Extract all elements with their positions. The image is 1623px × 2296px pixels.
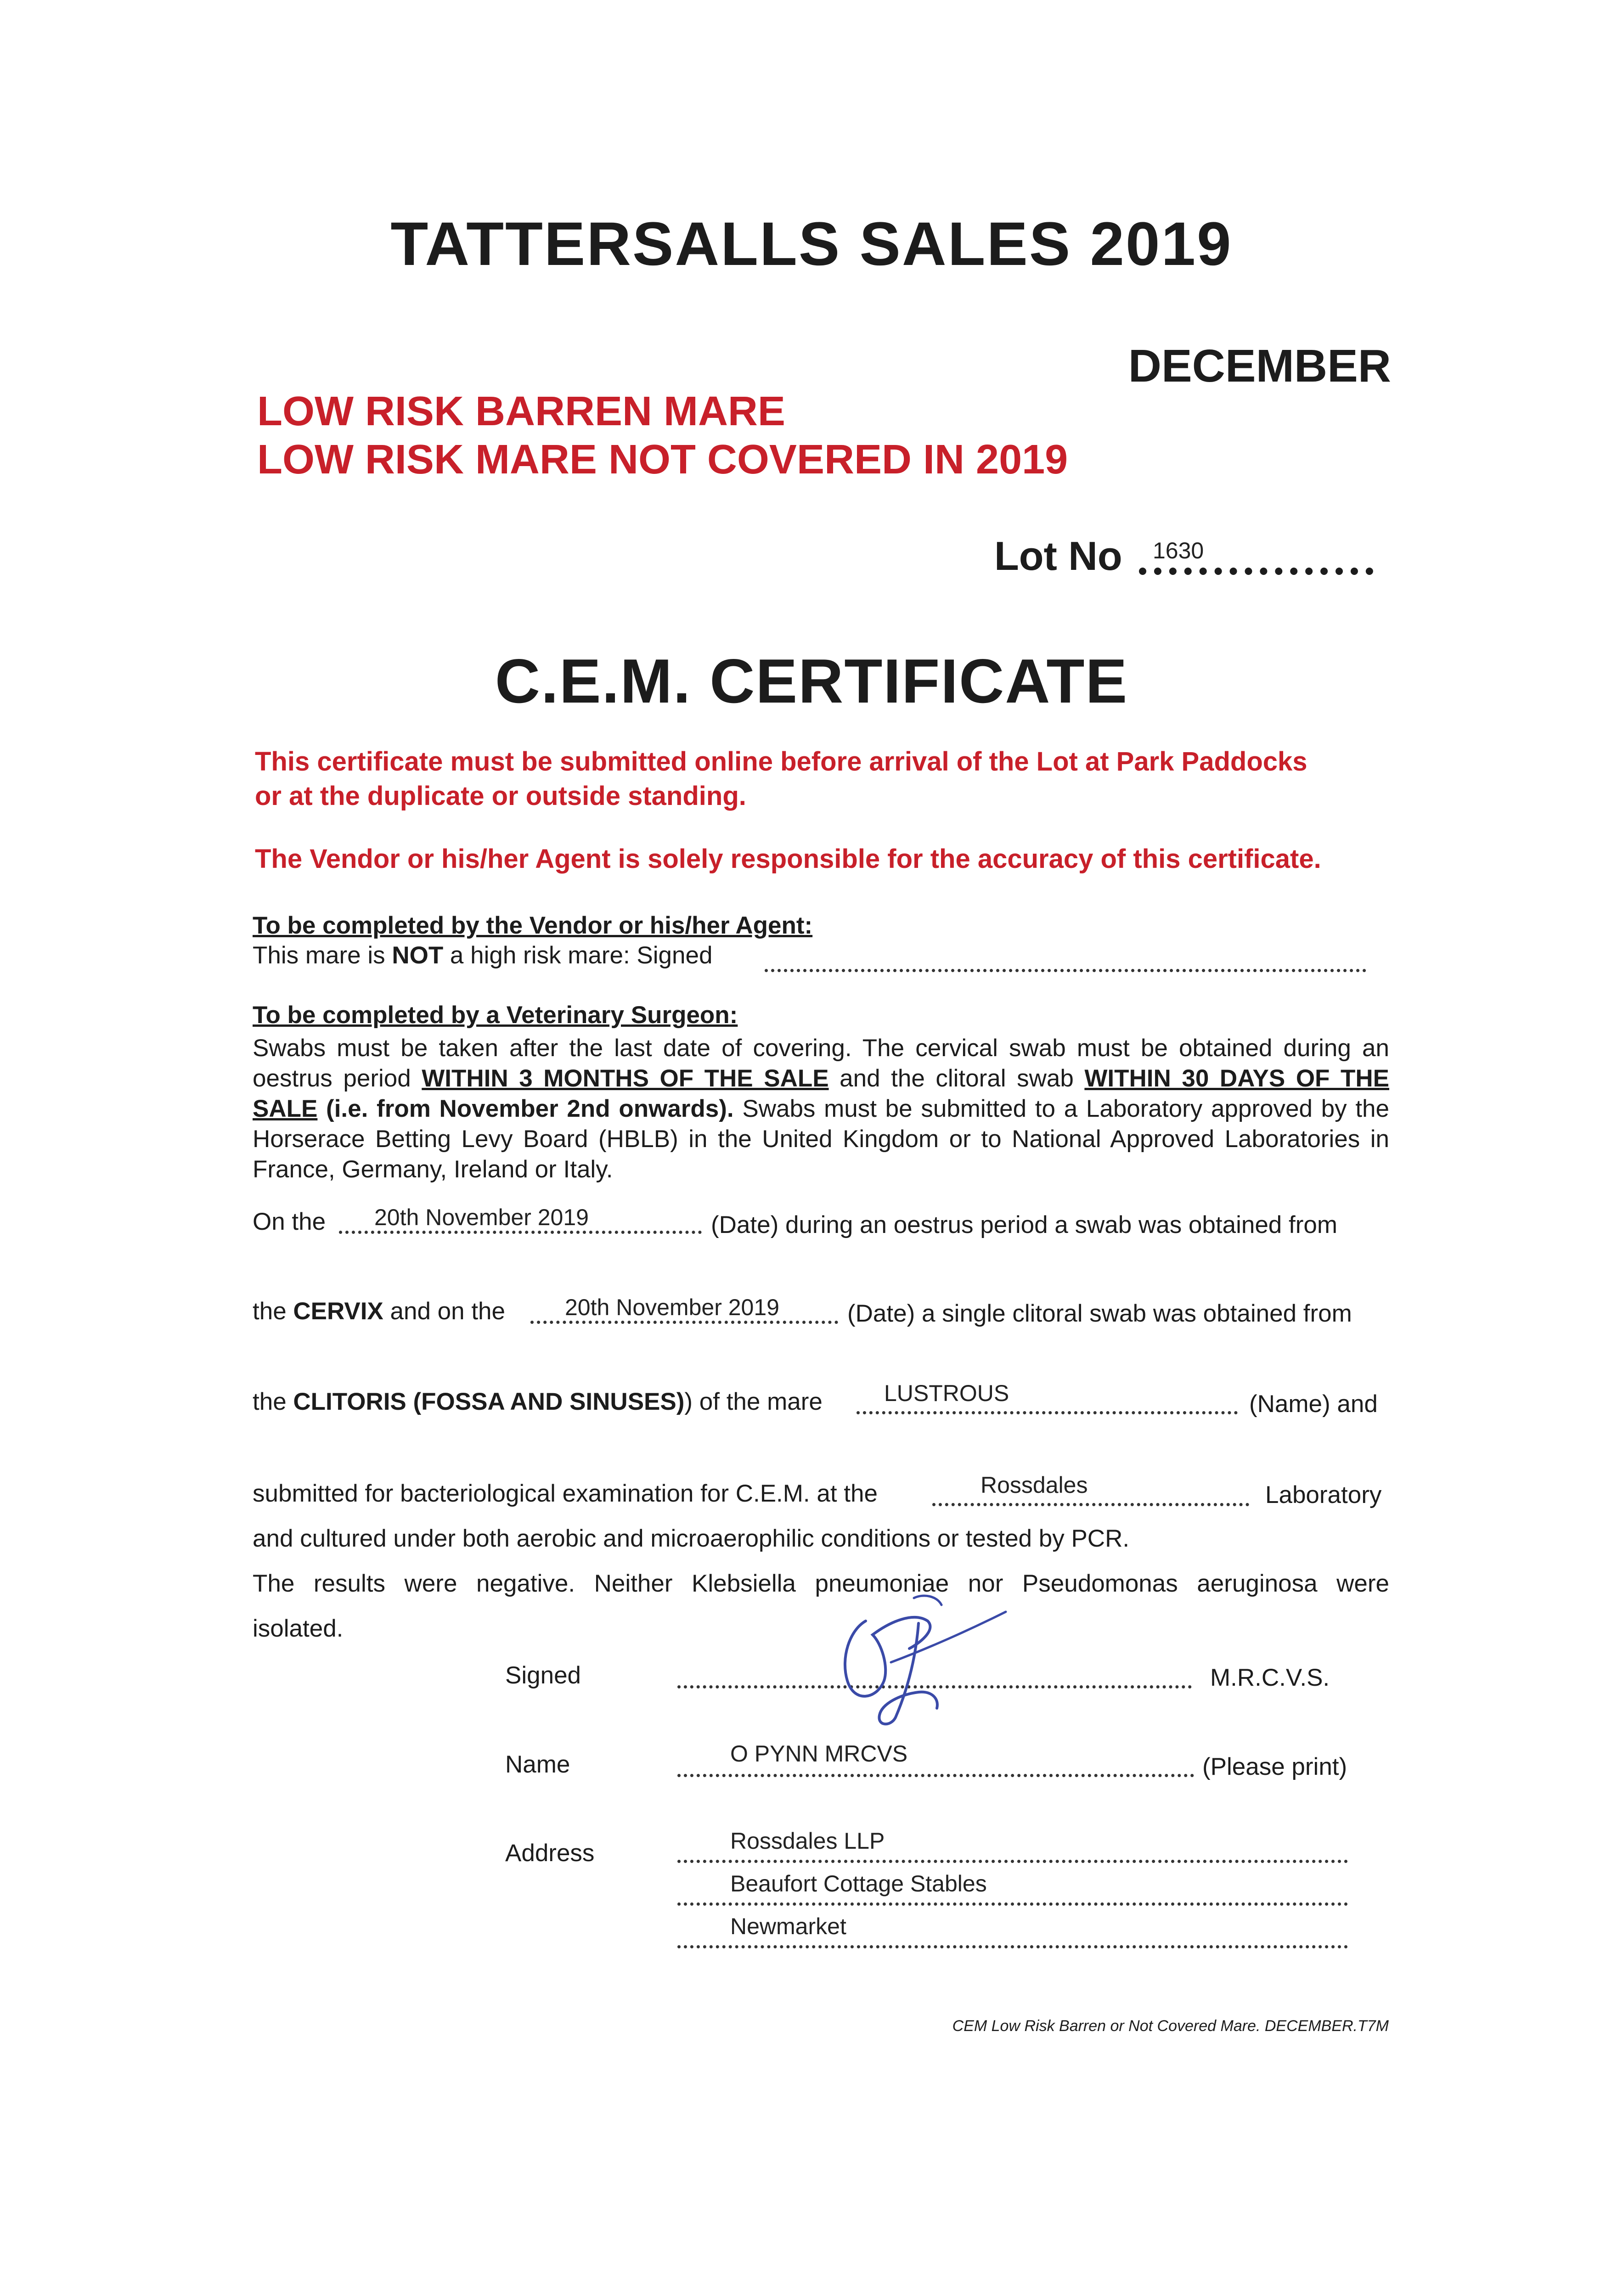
instructions-text-1: Swabs must be taken after the last date of covering. The cervical swab must be obtained during an oestrus period (253, 1035, 1389, 1092)
instructions-text-2: and the clitoral swab (828, 1065, 1085, 1092)
laboratory-field[interactable] (932, 1498, 1249, 1506)
clitoris-line (253, 1388, 823, 1416)
lot-number-value: 1630 (1153, 538, 1204, 563)
address-label: Address (505, 1840, 595, 1867)
swab-instructions (253, 1033, 1389, 1185)
vendor-declaration-start: This mare is (253, 942, 392, 969)
instructions-text-3: Swabs must be submitted to a Laboratory approved by the Horserace Betting Levy Board (HBLB) in the United Kingdom or to National Approved Laboratories in France, Germany, Ireland or Italy. (253, 1095, 1389, 1183)
address-line-2-value: Beaufort Cottage Stables (730, 1871, 987, 1896)
name-note: (Name) and (1249, 1390, 1378, 1418)
responsibility-warning: The Vendor or his/her Agent is solely responsible for the accuracy of this certificate. (255, 844, 1321, 874)
address-line-3-field[interactable] (677, 1941, 1348, 1948)
form-reference-footer: CEM Low Risk Barren or Not Covered Mare. DECEMBER.T7M (952, 2017, 1389, 2035)
date-note-1: (Date) during an oestrus period a swab was obtained from (711, 1211, 1337, 1238)
category-line-2: LOW RISK MARE NOT COVERED IN 2019 (257, 437, 1068, 483)
clitoris-term: CLITORIS (FOSSA AND SINUSES) (293, 1388, 685, 1415)
signed-label: Signed (505, 1662, 581, 1689)
results-statement: The results were negative. Neither Klebsiella pneumoniae nor Pseudomonas aeruginosa were (253, 1570, 1389, 1597)
submission-warning-line-2: or at the duplicate or outside standing. (255, 781, 746, 811)
instructions-date-range: (i.e. from November 2nd onwards). (317, 1095, 734, 1122)
cervix-the: the (253, 1298, 293, 1325)
lot-label: Lot No (994, 533, 1122, 579)
address-line-3-value: Newmarket (730, 1913, 846, 1939)
date-note-2: (Date) a single clitoral swab was obtained from (847, 1300, 1352, 1327)
vendor-signature-field[interactable] (765, 964, 1366, 972)
address-line-2-field[interactable] (677, 1898, 1348, 1906)
vendor-declaration (253, 941, 712, 969)
cervix-term: CERVIX (293, 1298, 383, 1325)
vet-name-value: O PYNN MRCVS (730, 1741, 908, 1767)
vet-section-heading: To be completed by a Veterinary Surgeon: (253, 1002, 738, 1029)
vendor-declaration-end: a high risk mare: Signed (443, 942, 713, 969)
mrcvs-label: M.R.C.V.S. (1210, 1664, 1330, 1691)
instructions-30-days: WITHIN 30 DAYS OF THE SALE (253, 1065, 1389, 1122)
vendor-declaration-not: NOT (392, 942, 444, 969)
cervix-date-value: 20th November 2019 (374, 1204, 589, 1230)
on-the-label: On the (253, 1208, 326, 1235)
and-on-the-label: and on the (383, 1298, 506, 1325)
cervix-line (253, 1297, 505, 1325)
sale-month: DECEMBER (1128, 340, 1391, 392)
clitoris-the: the (253, 1388, 293, 1415)
certificate-title: C.E.M. CERTIFICATE (495, 646, 1128, 716)
document-title: TATTERSALLS SALES 2019 (390, 210, 1233, 278)
name-label: Name (505, 1751, 570, 1778)
isolated-statement: isolated. (253, 1615, 344, 1642)
address-line-1-value: Rossdales LLP (730, 1828, 885, 1854)
vendor-section-heading: To be completed by the Vendor or his/her Agent: (253, 912, 813, 939)
submitted-label: submitted for bacteriological examination for C.E.M. at the (253, 1480, 878, 1507)
vet-name-field[interactable] (677, 1769, 1194, 1777)
culture-statement: and cultured under both aerobic and microaerophilic conditions or tested by PCR. (253, 1525, 1130, 1552)
laboratory-label: Laboratory (1265, 1481, 1382, 1508)
instructions-3-months: WITHIN 3 MONTHS OF THE SALE (422, 1065, 829, 1092)
please-print-label: (Please print) (1202, 1753, 1347, 1780)
mare-name-value: LUSTROUS (884, 1380, 1009, 1406)
clitoral-date-value: 20th November 2019 (565, 1294, 779, 1320)
category-line-1: LOW RISK BARREN MARE (257, 388, 785, 434)
of-the-mare-label: ) of the mare (684, 1388, 823, 1415)
vet-signature-mark (822, 1580, 1015, 1731)
address-line-1-field[interactable] (677, 1855, 1348, 1863)
laboratory-value: Rossdales (981, 1472, 1088, 1498)
mare-name-field[interactable] (857, 1407, 1238, 1414)
submission-warning-line-1: This certificate must be submitted online before arrival of the Lot at Park Paddocks (255, 747, 1307, 777)
